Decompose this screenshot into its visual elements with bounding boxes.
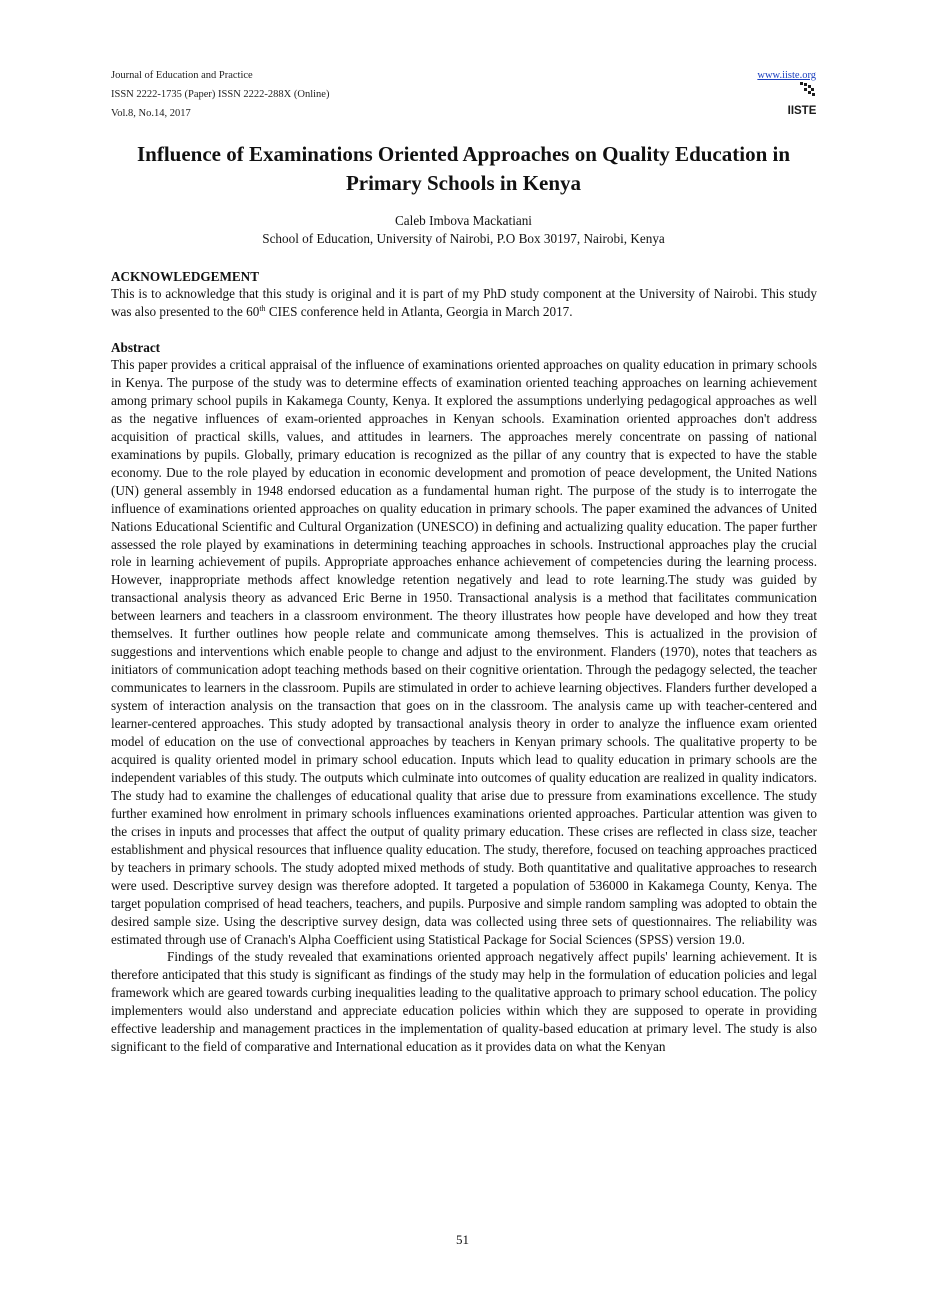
- ack-text-after: CIES conference held in Atlanta, Georgia in March 2017.: [265, 303, 573, 319]
- abstract-paragraph-1: This paper provides a critical appraisal of the influence of examinations oriented approaches on quality education in primary schools in Kenya. The purpose of the study was to determine effects of examination oriented teaching approaches on learning achievement among primary school pupils in Kakamega County, Kenya. It explored the assumptions underlying pedagogical approaches as well as the negative influences of exam-oriented approaches in Kenyan schools. Examination oriented approaches don't address acquisition of practical skills, values, and attitudes in learners. The approaches merely concentrate on passing of national examinations by pupils. Globally, primary education is recognized as the pillar of any country that is expected to have the stable economy. Due to the role played by education in economic development and promotion of peace development, the United Nations (UN) general assembly in 1948 endorsed education as a fundamental human right. The purpose of the study is to interrogate the influence of examinations oriented approaches on quality education in primary schools. The paper examined the advances of United Nations Educational Scientific and Cultural Organization (UNESCO) in defining and actualizing quality education. The paper further assessed the role played by examinations in determining teaching approaches in schools. Instructional approaches play the crucial role in learning achievement of pupils. Appropriate approaches enhance achievement of competencies during the learning process. However, inappropriate methods affect knowledge retention negatively and lead to rote learning.The study was guided by transactional analysis theory as advanced Eric Berne in 1950. Transactional analysis is a method that facilitates communication between learners and teachers in a classroom environment. The theory illustrates how people have developed and how they treat themselves. It further outlines how people relate and communicate among themselves. This is actualized in the provision of suggestions and interventions which enable people to change and adjust to the environment. Flanders (1970), notes that teachers as initiators of communication adopt teaching methods based on their cognitive orientation. Through the pedagogy selected, the teacher communicates to learners in the classroom. Pupils are stimulated in order to achieve learning objectives. Flanders further developed a system of interaction analysis on the transaction that goes on in the classroom. The analysis came up with teacher-centered and learner-centered approaches. This study adopted by transactional analysis theory in order to analyze the influence exam oriented model of education on the use of convectional approaches by teachers in Kenyan primary schools. The qualitative property to be acquired is quality oriented model in primary school education. Inputs which lead to quality education in primary schools are the independent variables of this study. The outputs which culminate into outcomes of quality education are realized in quality indicators. The study had to examine the challenges of educational quality that arise due to pressure from examinations excellence. The study further examined how enrolment in primary schools influences examinations oriented approaches. Particular attention was given to the crises in inputs and processes that affect the output of quality primary education. These crises are reflected in class size, teacher establishment and physical resources that influence quality education. The study, therefore, focused on teaching approaches practiced by teachers in primary schools. The study adopted mixed methods of study. Both quantitative and qualitative approaches to research were used. Descriptive survey design was therefore adopted. It targeted a population of 536000 in Kakamega County, Kenya. The target population comprised of head teachers, teachers, and pupils. Purposive and simple random sampling was adopted to obtain the desired sample size. Using the descriptive survey design, data was collected using three sets of questionnaires. The reliability was estimated through use of Cranach's Alpha Coefficient using Statistical Package for Social Sciences (SPSS) version 19.0.: [111, 357, 817, 947]
- ack-superscript: th: [259, 303, 266, 313]
- acknowledgement-text: [111, 285, 817, 321]
- abstract-paragraph-2: Findings of the study revealed that examinations oriented approach negatively affect pupils' learning achievement. It is therefore anticipated that this study is significant as findings of the study may help in the formulation of education policies and legal framework which are geared towards curbing inequalities leading to the qualitative approach to primary school education. The policy implementers would also understand and appreciate education policies within which they are supposed to operate in providing effective leadership and management practices in the implementation of quality-based education at primary level. The study is also significant to the field of comparative and International education as it provides data on what the Kenyan: [111, 949, 817, 1055]
- logo-text: IISTE: [788, 105, 816, 116]
- ack-text-before: This is to acknowledge that this study is original and it is part of my PhD study component at the University of Nairobi. This study was also presented to the 60: [111, 286, 817, 319]
- journal-url-link[interactable]: www.iiste.org: [757, 70, 816, 81]
- journal-name: Journal of Education and Practice: [111, 70, 253, 81]
- page-number: 51: [456, 1232, 469, 1247]
- acknowledgement-heading: ACKNOWLEDGEMENT: [111, 269, 260, 284]
- journal-header: [111, 66, 816, 118]
- volume-line: Vol.8, No.14, 2017: [111, 108, 191, 119]
- issn-line: ISSN 2222-1735 (Paper) ISSN 2222-288X (Online): [111, 89, 330, 100]
- abstract-body: [111, 356, 817, 1056]
- paper-title: Influence of Examinations Oriented Approaches on Quality Education in Primary Schools in Kenya: [136, 142, 791, 195]
- author-name: Caleb Imbova Mackatiani: [395, 213, 532, 228]
- author-affiliation: School of Education, University of Nairobi, P.O Box 30197, Nairobi, Kenya: [262, 231, 665, 246]
- iiste-logo-icon: [788, 82, 816, 116]
- abstract-heading: Abstract: [111, 340, 161, 355]
